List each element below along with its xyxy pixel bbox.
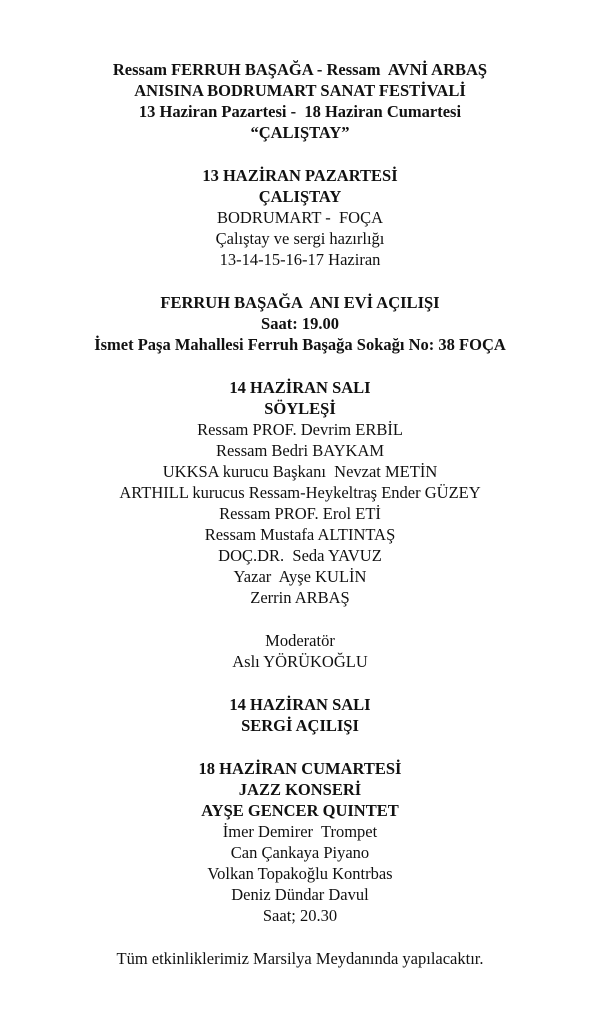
- section1-place: BODRUMART - FOÇA: [216, 208, 384, 227]
- musician-item: Deniz Dündar Davul: [231, 885, 369, 904]
- musician-item: Can Çankaya Piyano: [230, 843, 370, 862]
- moderator-label: Moderatör: [265, 631, 335, 650]
- header-line-workshop: “ÇALIŞTAY”: [250, 123, 350, 142]
- musician-item: İmer Demirer Trompet: [222, 822, 378, 841]
- section2-time: Saat: 19.00: [261, 314, 339, 333]
- header-line-festival: ANISINA BODRUMART SANAT FESTİVALİ: [134, 81, 466, 100]
- section3-date: 14 HAZİRAN SALI: [229, 378, 371, 397]
- section4-title: SERGİ AÇILIŞI: [241, 716, 359, 735]
- section1-days: 13-14-15-16-17 Haziran: [219, 250, 381, 269]
- section2-title: FERRUH BAŞAĞA ANI EVİ AÇILIŞI: [160, 293, 440, 312]
- header-line-dates: 13 Haziran Pazartesi - 18 Haziran Cumartesi: [138, 102, 462, 121]
- speaker-item: Ressam PROF. Erol ETİ: [219, 504, 381, 523]
- speaker-item: Ressam Bedri BAYKAM: [215, 441, 385, 460]
- section1-title: ÇALIŞTAY: [258, 187, 342, 206]
- speaker-item: Ressam PROF. Devrim ERBİL: [197, 420, 403, 439]
- section5-date: 18 HAZİRAN CUMARTESİ: [198, 759, 402, 778]
- speaker-item: Zerrin ARBAŞ: [250, 588, 350, 607]
- section1-desc: Çalıştay ve sergi hazırlığı: [215, 229, 385, 248]
- musician-item: Volkan Topakoğlu Kontrbas: [207, 864, 393, 883]
- speaker-item: Yazar Ayşe KULİN: [233, 567, 367, 586]
- speaker-item: ARTHILL kurucus Ressam-Heykeltraş Ender GÜZEY: [119, 483, 481, 502]
- section4-date: 14 HAZİRAN SALI: [229, 695, 371, 714]
- speaker-item: Ressam Mustafa ALTINTAŞ: [204, 525, 396, 544]
- moderator-name: Aslı YÖRÜKOĞLU: [232, 652, 368, 671]
- section5-title: JAZZ KONSERİ: [238, 780, 362, 799]
- header-line-artists: Ressam FERRUH BAŞAĞA - Ressam AVNİ ARBAŞ: [112, 60, 488, 79]
- section1-date: 13 HAZİRAN PAZARTESİ: [202, 166, 398, 185]
- concert-time: Saat; 20.30: [262, 906, 338, 925]
- section2-address: İsmet Paşa Mahallesi Ferruh Başağa Sokağı No: 38 FOÇA: [94, 335, 506, 354]
- speaker-item: DOÇ.DR. Seda YAVUZ: [218, 546, 382, 565]
- speaker-item: UKKSA kurucu Başkanı Nevzat METİN: [162, 462, 438, 481]
- footer-note: Tüm etkinliklerimiz Marsilya Meydanında yapılacaktır.: [116, 949, 484, 968]
- section3-title: SÖYLEŞİ: [264, 399, 336, 418]
- section5-band: AYŞE GENCER QUINTET: [201, 801, 399, 820]
